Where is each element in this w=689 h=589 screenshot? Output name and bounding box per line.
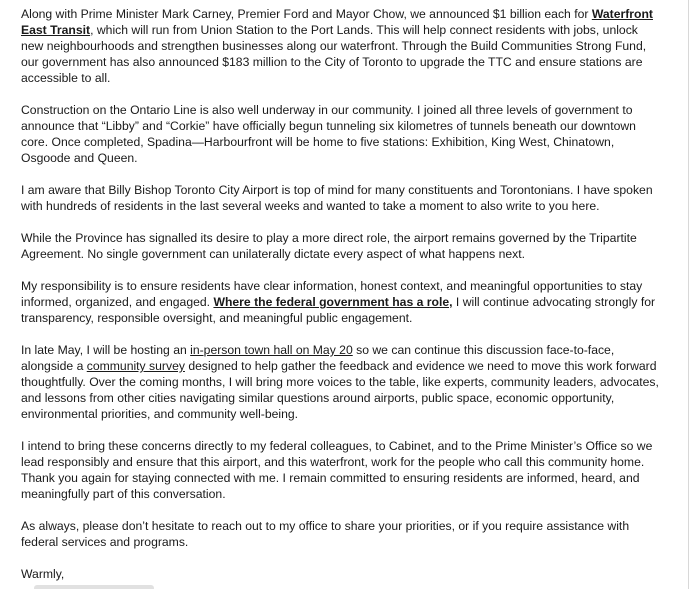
paragraph-text: My responsibility is to ensure residents have clear information, honest context, and meaningful opportunities to stay informed, organized, and engaged.: [21, 279, 643, 309]
signature-image: [34, 585, 154, 589]
paragraph-tripartite: While the Province has signalled its desire to play a more direct role, the airport remains governed by the Tripartite Agreement. No single government can unilaterally dictate every aspect of what happens next.: [21, 231, 637, 261]
paragraph-responsibility: [21, 278, 661, 326]
paragraph-text: , which will run from Union Station to the Port Lands. This will help connect residents with jobs, unlock new neighbourhoods and strengthen businesses along our waterfront. Through the Build Communities Strong Fund, our government has also announced $183 million to the City of Toronto to upgrade the TTC and ensure stations are accessible to all.: [21, 23, 647, 85]
paragraph-cabinet: I intend to bring these concerns directly to my federal colleagues, to Cabinet, and to the Prime Minister’s Office so we lead responsibly and ensure that this airport, and this waterfront, work for the people who call this community home. Thank you again for staying connected with me. I remain committed to ensuring residents are informed, heard, and meaningfully part of this conversation.: [21, 439, 653, 501]
paragraph-airport-intro: I am aware that Billy Bishop Toronto City Airport is top of mind for many constituents and Torontonians. I have spoken with hundreds of residents in the last several weeks and wanted to take a moment to also write to you here.: [21, 183, 653, 213]
paragraph-text: Along with Prime Minister Mark Carney, Premier Ford and Mayor Chow, we announced $1 billion each for: [21, 7, 592, 21]
paragraph-text: so we can continue this discussion face-to-face, alongside a: [21, 343, 615, 373]
town-hall-link[interactable]: in-person town hall on May 20: [190, 343, 353, 357]
waterfront-east-transit-link[interactable]: Waterfront East Transit: [21, 7, 653, 37]
paragraph-text: I will continue advocating strongly for transparency, responsible oversight, and meaningful public engagement.: [21, 295, 656, 325]
federal-role-link[interactable]: Where the federal government has a role,: [213, 295, 453, 309]
email-body: [21, 6, 661, 589]
paragraph-town-hall: [21, 342, 661, 422]
community-survey-link[interactable]: community survey: [86, 359, 185, 373]
paragraph-text: In late May, I will be hosting an: [21, 343, 191, 357]
paragraph-contact: As always, please don’t hesitate to reach out to my office to share your priorities, or if you require assistance with federal services and programs.: [21, 519, 630, 549]
paragraph-ontario-line: Construction on the Ontario Line is also well underway in our community. I joined all three levels of government to announce that “Libby” and “Corkie” have officially begun tunneling six kilometres of tunnels beneath our downtown core. Once completed, Spadina—Harbourfront will be home to five stations: Exhibition, King West, Chinatown, Osgoode and Queen.: [21, 103, 636, 165]
paragraph-text: designed to help gather the feedback and evidence we need to move this work forward thoughtfully. Over the coming months, I will bring more voices to the table, like experts, community leaders, advocates, and lessons from other cities navigating similar questions around airports, public space, economic opportunity, environmental priorities, and community well-being.: [21, 359, 659, 421]
paragraph-transit-announcement: [21, 6, 661, 86]
closing-text: Warmly,: [21, 567, 65, 581]
